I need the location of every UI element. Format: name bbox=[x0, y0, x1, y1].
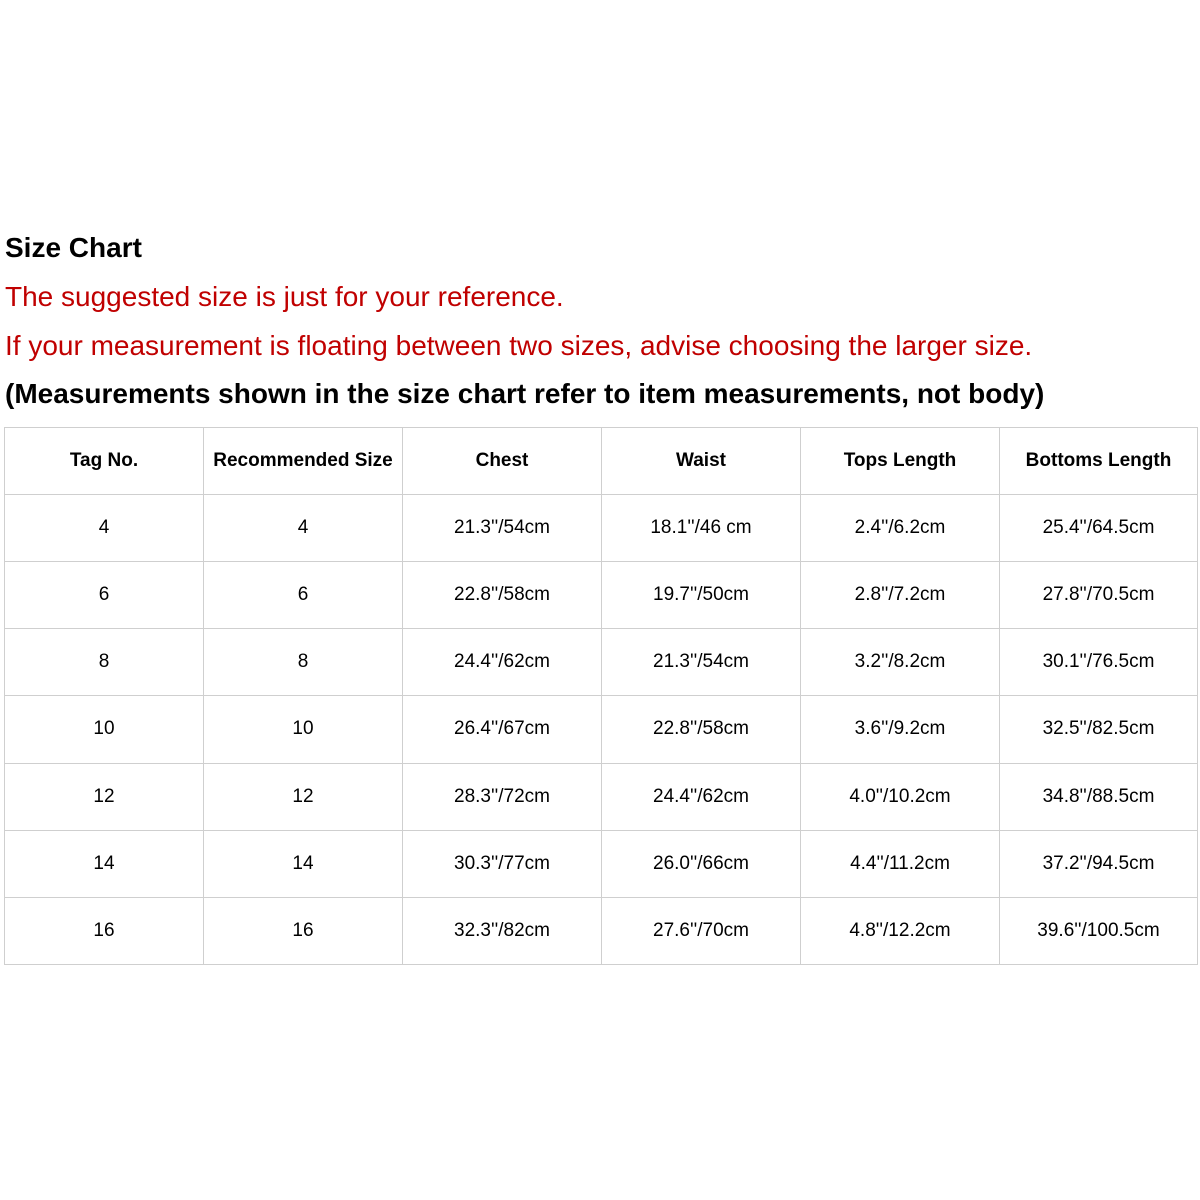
larger-size-note: If your measurement is floating between two sizes, advise choosing the larger size. bbox=[5, 330, 1033, 361]
cell-waist: 27.6''/70cm bbox=[602, 897, 801, 964]
cell-recommended-size: 10 bbox=[204, 696, 403, 763]
cell-waist: 26.0''/66cm bbox=[602, 830, 801, 897]
cell-bottoms-length: 25.4''/64.5cm bbox=[1000, 495, 1198, 562]
table-row bbox=[5, 830, 1198, 897]
cell-chest: 22.8''/58cm bbox=[403, 562, 602, 629]
cell-recommended-size: 16 bbox=[204, 897, 403, 964]
cell-bottoms-length: 37.2''/94.5cm bbox=[1000, 830, 1198, 897]
header-waist: Waist bbox=[602, 428, 801, 495]
cell-chest: 24.4''/62cm bbox=[403, 629, 602, 696]
header-tag-no: Tag No. bbox=[5, 428, 204, 495]
cell-recommended-size: 6 bbox=[204, 562, 403, 629]
cell-chest: 30.3''/77cm bbox=[403, 830, 602, 897]
header-bottoms-length: Bottoms Length bbox=[1000, 428, 1198, 495]
cell-bottoms-length: 34.8''/88.5cm bbox=[1000, 763, 1198, 830]
cell-tag-no: 16 bbox=[5, 897, 204, 964]
cell-waist: 19.7''/50cm bbox=[602, 562, 801, 629]
cell-waist: 18.1''/46 cm bbox=[602, 495, 801, 562]
cell-tag-no: 12 bbox=[5, 763, 204, 830]
cell-recommended-size: 8 bbox=[204, 629, 403, 696]
table-row bbox=[5, 629, 1198, 696]
cell-tops-length: 2.4''/6.2cm bbox=[801, 495, 1000, 562]
table-row bbox=[5, 495, 1198, 562]
table-row bbox=[5, 696, 1198, 763]
cell-tag-no: 4 bbox=[5, 495, 204, 562]
cell-recommended-size: 14 bbox=[204, 830, 403, 897]
header-recommended-size: Recommended Size bbox=[204, 428, 403, 495]
size-chart-title: Size Chart bbox=[5, 232, 142, 263]
cell-tops-length: 3.2''/8.2cm bbox=[801, 629, 1000, 696]
cell-waist: 24.4''/62cm bbox=[602, 763, 801, 830]
cell-tops-length: 4.0''/10.2cm bbox=[801, 763, 1000, 830]
cell-bottoms-length: 30.1''/76.5cm bbox=[1000, 629, 1198, 696]
header-tops-length: Tops Length bbox=[801, 428, 1000, 495]
measurement-disclaimer: (Measurements shown in the size chart refer to item measurements, not body) bbox=[5, 378, 1045, 409]
cell-tag-no: 14 bbox=[5, 830, 204, 897]
cell-tag-no: 8 bbox=[5, 629, 204, 696]
table-row bbox=[5, 763, 1198, 830]
table-row bbox=[5, 897, 1198, 964]
cell-bottoms-length: 27.8''/70.5cm bbox=[1000, 562, 1198, 629]
cell-chest: 26.4''/67cm bbox=[403, 696, 602, 763]
header-chest: Chest bbox=[403, 428, 602, 495]
cell-bottoms-length: 39.6''/100.5cm bbox=[1000, 897, 1198, 964]
cell-tag-no: 6 bbox=[5, 562, 204, 629]
cell-recommended-size: 4 bbox=[204, 495, 403, 562]
cell-tops-length: 2.8''/7.2cm bbox=[801, 562, 1000, 629]
cell-bottoms-length: 32.5''/82.5cm bbox=[1000, 696, 1198, 763]
cell-chest: 21.3''/54cm bbox=[403, 495, 602, 562]
size-table bbox=[4, 427, 1198, 965]
cell-tops-length: 4.8''/12.2cm bbox=[801, 897, 1000, 964]
table-row bbox=[5, 562, 1198, 629]
cell-chest: 28.3''/72cm bbox=[403, 763, 602, 830]
reference-note: The suggested size is just for your reference. bbox=[5, 281, 564, 312]
cell-recommended-size: 12 bbox=[204, 763, 403, 830]
cell-tops-length: 4.4''/11.2cm bbox=[801, 830, 1000, 897]
cell-tag-no: 10 bbox=[5, 696, 204, 763]
cell-tops-length: 3.6''/9.2cm bbox=[801, 696, 1000, 763]
table-header-row bbox=[5, 428, 1198, 495]
cell-chest: 32.3''/82cm bbox=[403, 897, 602, 964]
cell-waist: 21.3''/54cm bbox=[602, 629, 801, 696]
cell-waist: 22.8''/58cm bbox=[602, 696, 801, 763]
